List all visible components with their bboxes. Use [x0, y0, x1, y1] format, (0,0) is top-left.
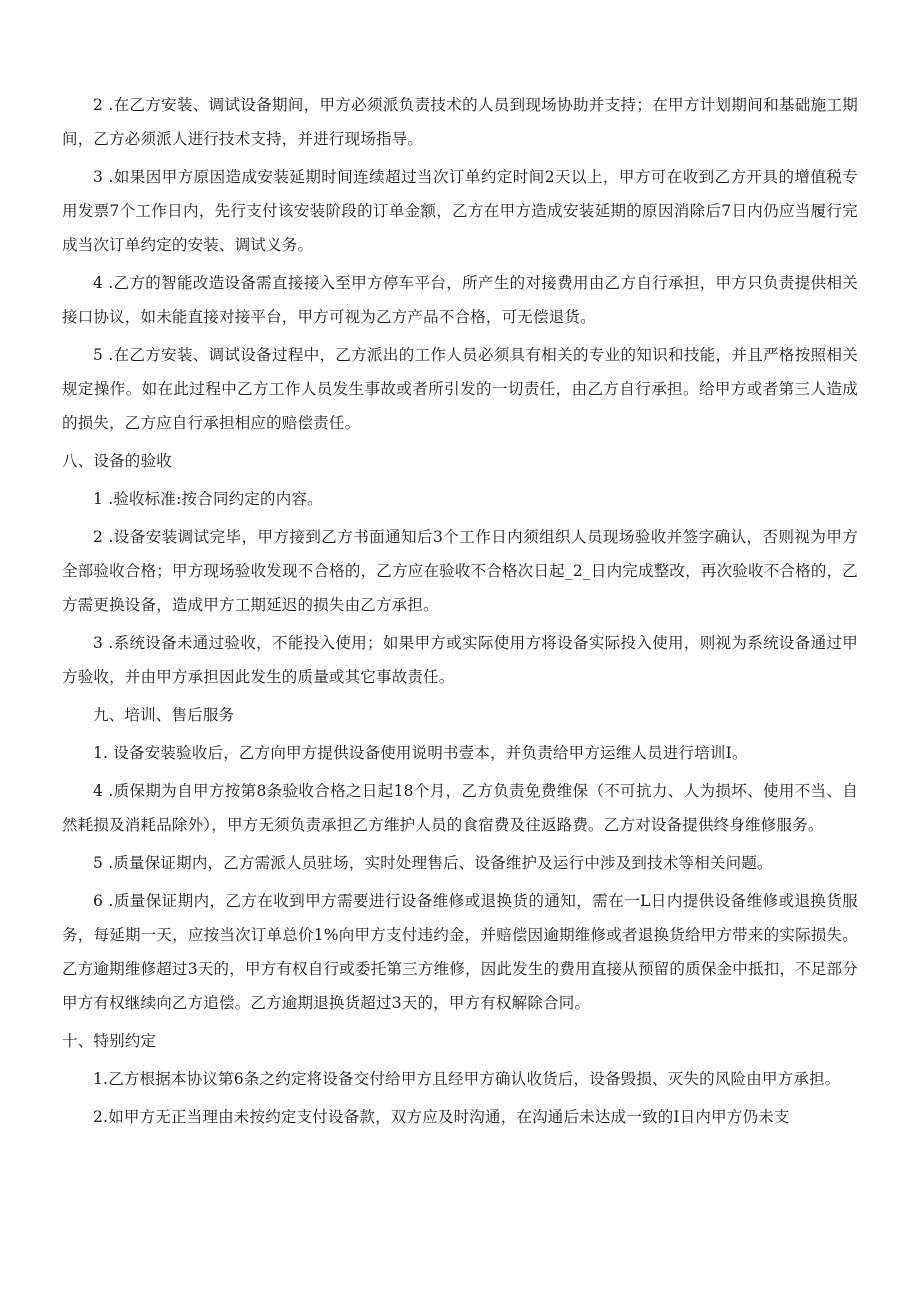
clause-10-2: 2.如甲方无正当理由未按约定支付设备款，双方应及时沟通，在沟通后未达成一致的I日内甲方仍未支 — [93, 1108, 790, 1126]
section-heading-acceptance: 八、设备的验收 — [62, 452, 172, 470]
clause-9-6: 6 .质量保证期内，乙方在收到甲方需要进行设备维修或退换货的通知，需在一L日内提供设备维修或退换货服务，每延期一天，应按当次订单总价1%向甲方支付违约金，并赔偿因逾期维修或者退换货给甲方带来的实际损失。乙方逾期维修超过3天的，甲方有权自行或委托第三方维修，因此发生的费用直接从预留的质保金中抵扣，不足部分甲方有权继续向乙方追偿。乙方逾期退换货超过3天的，甲方有权解除合同。 — [62, 892, 858, 1012]
clause-9-1: 1. 设备安装验收后，乙方向甲方提供设备使用说明书壹本，并负责给甲方运维人员进行培训I。 — [93, 744, 748, 762]
clause-8-3: 3 .系统设备未通过验收，不能投入使用；如果甲方或实际使用方将设备实际投入使用，则视为系统设备通过甲方验收，并由甲方承担因此发生的质量或其它事故责任。 — [62, 634, 858, 686]
section-heading-special-terms: 十、特别约定 — [62, 1032, 157, 1050]
clause-7-2: 2 .在乙方安装、调试设备期间，甲方必须派负责技术的人员到现场协助并支持；在甲方计划期间和基础施工期间，乙方必须派人进行技术支持，并进行现场指导。 — [62, 96, 858, 148]
contract-page — [62, 88, 858, 1138]
clause-8-2: 2 .设备安装调试完毕，甲方接到乙方书面通知后3个工作日内须组织人员现场验收并签字确认，否则视为甲方全部验收合格；甲方现场验收发现不合格的，乙方应在验收不合格次日起_2_日内完成整改，再次验收不合格的，乙方需更换设备，造成甲方工期延迟的损失由乙方承担。 — [62, 528, 858, 614]
clause-7-4: 4 .乙方的智能改造设备需直接接入至甲方停车平台，所产生的对接费用由乙方自行承担，甲方只负责提供相关接口协议，如未能直接对接平台，甲方可视为乙方产品不合格，可无偿退货。 — [62, 274, 858, 326]
clause-10-1: 1.乙方根据本协议第6条之约定将设备交付给甲方且经甲方确认收货后，设备毁损、灭失的风险由甲方承担。 — [93, 1070, 841, 1088]
section-heading-training-service: 九、培训、售后服务 — [93, 706, 235, 724]
clause-9-5: 5 .质量保证期内，乙方需派人员驻场，实时处理售后、设备维护及运行中涉及到技术等相关问题。 — [93, 854, 773, 872]
clause-7-5: 5 .在乙方安装、调试设备过程中，乙方派出的工作人员必须具有相关的专业的知识和技能，并且严格按照相关规定操作。如在此过程中乙方工作人员发生事故或者所引发的一切责任，由乙方自行承担。给甲方或者第三人造成的损失，乙方应自行承担相应的赔偿责任。 — [62, 346, 858, 432]
clause-8-1: 1 .验收标准:按合同约定的内容。 — [93, 490, 323, 508]
clause-9-4: 4 .质保期为自甲方按第8条验收合格之日起18个月，乙方负责免费维保（不可抗力、人为损坏、使用不当、自然耗损及消耗品除外），甲方无须负责承担乙方维护人员的食宿费及往返路费。乙方对设备提供终身维修服务。 — [62, 782, 858, 834]
clause-7-3: 3 .如果因甲方原因造成安装延期时间连续超过当次订单约定时间2天以上，甲方可在收到乙方开具的增值税专用发票7个工作日内，先行支付该安装阶段的订单金额，乙方在甲方造成安装延期的原因消除后7日内仍应当履行完成当次订单约定的安装、调试义务。 — [62, 168, 858, 254]
